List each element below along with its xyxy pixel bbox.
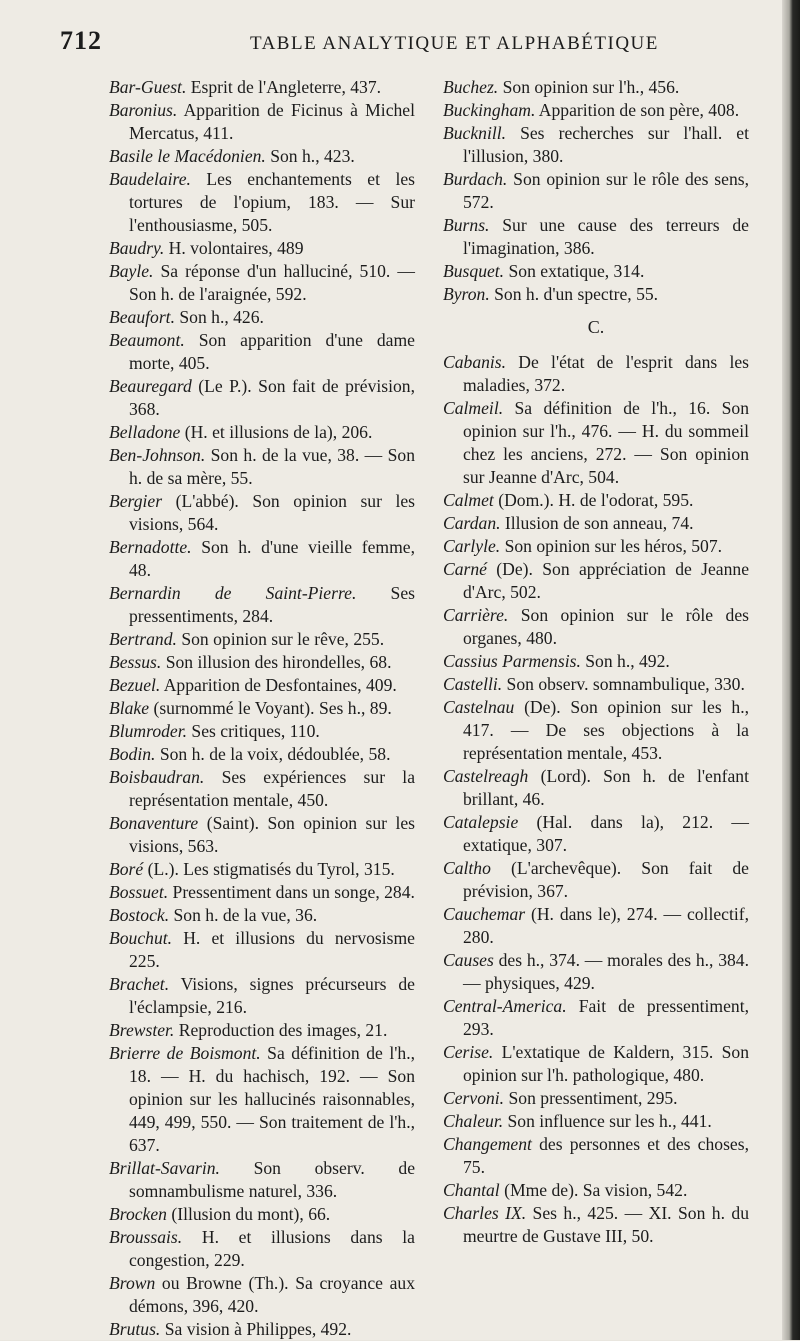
index-entry-text: Son h. d'une vieille femme, 48.	[129, 537, 415, 580]
index-entry	[109, 168, 415, 237]
index-entry-text: Son h. de la vue, 36.	[169, 905, 318, 925]
index-entry-text: (Mme de). Sa vision, 542.	[499, 1180, 688, 1200]
index-entry	[109, 421, 415, 444]
index-entry	[443, 397, 749, 489]
index-headword: Beaufort.	[109, 307, 175, 327]
index-entry-text: (De). Son opinion sur les h., 417. — De ses objections à la représentation mentale, 453.	[463, 697, 749, 763]
index-headword: Bodin.	[109, 744, 156, 764]
index-entry	[443, 903, 749, 949]
index-entry-text: Sa définition de l'h., 16. Son opinion sur l'h., 476. — H. du sommeil chez les anciens, 272. — Son opinion sur Jeanne d'Arc, 504.	[463, 398, 749, 487]
index-entry	[443, 650, 749, 673]
index-headword: Cassius Parmensis.	[443, 651, 581, 671]
index-entry-text: Son opinion sur les héros, 507.	[500, 536, 723, 556]
index-headword: Central-America.	[443, 996, 567, 1016]
index-headword: Cardan.	[443, 513, 501, 533]
index-entry	[109, 766, 415, 812]
index-entry-text: Son extatique, 314.	[504, 261, 645, 281]
index-entry-text: H. et illusions dans la congestion, 229.	[129, 1227, 415, 1270]
index-headword: Carrière.	[443, 605, 509, 625]
index-entry-text: Reproduction des images, 21.	[174, 1020, 388, 1040]
index-entry	[109, 651, 415, 674]
index-headword: Caltho	[443, 858, 491, 878]
index-headword: Bergier	[109, 491, 163, 511]
index-headword: Broussais.	[109, 1227, 183, 1247]
index-headword: Cerise.	[443, 1042, 494, 1062]
index-entry-text: Son apparition d'une dame morte, 405.	[129, 330, 415, 373]
index-headword: Calmet	[443, 490, 494, 510]
index-headword: Carné	[443, 559, 487, 579]
index-entry	[109, 927, 415, 973]
index-entry	[109, 329, 415, 375]
index-entry-text: (L.). Les stigmatisés du Tyrol, 315.	[143, 859, 395, 879]
index-entry-text: (Saint). Son opinion sur les visions, 563.	[129, 813, 415, 856]
section-letter: C.	[587, 317, 605, 337]
page-number: 712	[60, 26, 102, 55]
index-entry-text: des personnes et des choses, 75.	[463, 1134, 749, 1177]
index-entry-text: H. volontaires, 489	[164, 238, 304, 258]
index-headword: Carlyle.	[443, 536, 501, 556]
index-headword: Bayle.	[109, 261, 154, 281]
index-entry	[443, 1087, 749, 1110]
page-header	[60, 26, 760, 60]
index-entry	[109, 76, 415, 99]
index-headword: Boisbaudran.	[109, 767, 205, 787]
index-entry-text: (De). Son appréciation de Jeanne d'Arc, 502.	[463, 559, 749, 602]
index-headword: Bucknill.	[443, 123, 507, 143]
index-headword: Baudelaire.	[109, 169, 191, 189]
index-entry	[443, 535, 749, 558]
index-headword: Castelnau	[443, 697, 515, 717]
index-headword: Causes	[443, 950, 494, 970]
index-headword: Bonaventure	[109, 813, 199, 833]
index-entry-text: Ses critiques, 110.	[187, 721, 320, 741]
index-entry-text: Pressentiment dans un songe, 284.	[168, 882, 415, 902]
index-entry-text: Sur une cause des terreurs de l'imagination, 386.	[463, 215, 749, 258]
index-headword: Baronius.	[109, 100, 178, 120]
index-entry-text: Son h., 423.	[265, 146, 355, 166]
index-entry-text: Son opinion sur le rêve, 255.	[176, 629, 385, 649]
index-headword: Bouchut.	[109, 928, 173, 948]
index-entry-text: Ses recherches sur l'hall. et l'illusion, 380.	[463, 123, 749, 166]
index-entry	[109, 720, 415, 743]
index-entry	[109, 99, 415, 145]
index-headword: Castelli.	[443, 674, 503, 694]
index-entry-text: Ses h., 425. — XI. Son h. du meurtre de Gustave III, 50.	[463, 1203, 749, 1246]
index-headword: Brocken	[109, 1204, 167, 1224]
index-entry-text: Ses expériences sur la représentation mentale, 450.	[129, 767, 415, 810]
index-entry	[109, 628, 415, 651]
index-entry-text: De l'état de l'esprit dans les maladies, 372.	[463, 352, 749, 395]
index-entry-text: (L'archevêque). Son fait de prévision, 367.	[463, 858, 749, 901]
index-headword: Cervoni.	[443, 1088, 505, 1108]
index-entry-text: Apparition de son père, 408.	[535, 100, 740, 120]
index-headword: Blake	[109, 698, 150, 718]
index-headword: Brachet.	[109, 974, 170, 994]
index-entry-text: L'extatique de Kaldern, 315. Son opinion sur l'h. pathologique, 480.	[463, 1042, 749, 1085]
index-entry-text: Son h. de la voix, dédoublée, 58.	[155, 744, 391, 764]
index-entry	[443, 857, 749, 903]
index-entry	[443, 604, 749, 650]
index-entry-text: Son h., 426.	[174, 307, 264, 327]
index-headword: Cabanis.	[443, 352, 507, 372]
index-entry-text: Son h. de la vue, 38. — Son h. de sa mère, 55.	[129, 445, 415, 488]
index-entry	[109, 444, 415, 490]
index-headword: Brown	[109, 1273, 156, 1293]
index-headword: Chantal	[443, 1180, 500, 1200]
index-entry-text: Illusion de son anneau, 74.	[500, 513, 694, 533]
index-entry	[443, 949, 749, 995]
index-entry-text: Son h., 492.	[580, 651, 670, 671]
index-entry	[109, 1019, 415, 1042]
index-headword: Byron.	[443, 284, 490, 304]
index-entry-text: Son opinion sur l'h., 456.	[498, 77, 680, 97]
index-headword: Bernadotte.	[109, 537, 192, 557]
index-entry	[109, 1203, 415, 1226]
index-entry-text: Son pressentiment, 295.	[504, 1088, 678, 1108]
index-entry-text: (Illusion du mont), 66.	[166, 1204, 331, 1224]
index-entry-text: Son opinion sur le rôle des sens, 572.	[463, 169, 749, 212]
index-entry	[443, 351, 749, 397]
index-entry	[109, 375, 415, 421]
index-entry	[443, 696, 749, 765]
index-entry-text: Apparition de Ficinus à Michel Mercatus, 411.	[129, 100, 415, 143]
index-entry	[443, 1110, 749, 1133]
index-entry	[443, 1179, 749, 1202]
index-entry	[443, 214, 749, 260]
index-entry	[443, 765, 749, 811]
index-entry-text: Les enchantements et les tortures de l'opium, 183. — Sur l'enthousiasme, 505.	[129, 169, 415, 235]
index-entry-text: Son observ. somnambulique, 330.	[502, 674, 745, 694]
index-entry-text: (Le P.). Son fait de prévision, 368.	[129, 376, 415, 419]
index-entry	[443, 489, 749, 512]
index-entry-text: Sa définition de l'h., 18. — H. du hachisch, 192. — Son opinion sur les hallucinés raisonnables, 449, 499, 550. — Son traitement de l'h., 637.	[129, 1043, 415, 1155]
running-title: TABLE ANALYTIQUE ET ALPHABÉTIQUE	[250, 33, 659, 54]
index-headword: Ben-Johnson.	[109, 445, 206, 465]
index-entry-text: des h., 374. — morales des h., 384. — physiques, 429.	[463, 950, 749, 993]
index-headword: Bessus.	[109, 652, 162, 672]
index-entry-text: Son h. d'un spectre, 55.	[489, 284, 659, 304]
right-index-column	[443, 76, 749, 1248]
index-headword: Bertrand.	[109, 629, 177, 649]
index-headword: Bostock.	[109, 905, 170, 925]
left-index-column	[109, 76, 415, 1341]
index-headword: Brewster.	[109, 1020, 175, 1040]
index-group-b-continued	[443, 76, 749, 306]
index-headword: Changement	[443, 1134, 532, 1154]
index-entry	[109, 1226, 415, 1272]
index-headword: Blumroder.	[109, 721, 188, 741]
index-entry-text: ou Browne (Th.). Sa croyance aux démons, 396, 420.	[129, 1273, 415, 1316]
index-headword: Belladone	[109, 422, 181, 442]
index-headword: Bezuel.	[109, 675, 161, 695]
index-entry	[109, 881, 415, 904]
index-entry-text: Son illusion des hirondelles, 68.	[161, 652, 392, 672]
index-headword: Calmeil.	[443, 398, 504, 418]
index-entry-text: Ses pressentiments, 284.	[129, 583, 416, 626]
index-headword: Bar-Guest.	[109, 77, 187, 97]
index-entry-text: (surnommé le Voyant). Ses h., 89.	[149, 698, 392, 718]
index-entry	[443, 76, 749, 99]
index-entry	[109, 145, 415, 168]
index-headword: Castelreagh	[443, 766, 529, 786]
index-headword: Boré	[109, 859, 144, 879]
index-entry	[443, 1041, 749, 1087]
index-entry	[109, 858, 415, 881]
index-entry-text: Fait de pressentiment, 293.	[463, 996, 749, 1039]
index-entry	[109, 1272, 415, 1318]
index-entry-text: (H. et illusions de la), 206.	[180, 422, 373, 442]
index-entry	[109, 582, 415, 628]
index-entry	[109, 490, 415, 536]
index-entry	[443, 512, 749, 535]
index-entry	[109, 697, 415, 720]
index-headword: Brierre de Boismont.	[109, 1043, 261, 1063]
index-headword: Brutus.	[109, 1319, 161, 1339]
index-entry-text: (Hal. dans la), 212. — extatique, 307.	[463, 812, 749, 855]
index-headword: Buckingham.	[443, 100, 536, 120]
index-headword: Basile le Macédonien.	[109, 146, 266, 166]
index-entry	[443, 673, 749, 696]
index-entry	[109, 973, 415, 1019]
index-entry	[109, 743, 415, 766]
index-headword: Burns.	[443, 215, 490, 235]
index-entry-text: Apparition de Desfontaines, 409.	[160, 675, 397, 695]
index-headword: Catalepsie	[443, 812, 519, 832]
index-entry-text: H. et illusions du nervosisme 225.	[129, 928, 415, 971]
index-entry	[443, 260, 749, 283]
index-entry	[443, 1202, 749, 1248]
index-headword: Chaleur.	[443, 1111, 504, 1131]
index-entry	[109, 306, 415, 329]
index-entry	[109, 1157, 415, 1203]
index-headword: Buchez.	[443, 77, 499, 97]
index-headword: Brillat-Savarin.	[109, 1158, 220, 1178]
index-entry-text: (Lord). Son h. de l'enfant brillant, 46.	[463, 766, 749, 809]
index-entry	[109, 1042, 415, 1157]
index-entry	[443, 995, 749, 1041]
index-headword: Charles IX.	[443, 1203, 527, 1223]
index-entry	[443, 811, 749, 857]
index-entry	[443, 168, 749, 214]
index-headword: Baudry.	[109, 238, 165, 258]
index-entry	[443, 1133, 749, 1179]
index-headword: Beauregard	[109, 376, 192, 396]
index-entry	[443, 99, 749, 122]
index-headword: Beaumont.	[109, 330, 185, 350]
index-entry	[443, 558, 749, 604]
index-entry-text: Son opinion sur le rôle des organes, 480.	[463, 605, 749, 648]
index-entry-text: Esprit de l'Angleterre, 437.	[186, 77, 382, 97]
index-entry-text: (Dom.). H. de l'odorat, 595.	[493, 490, 694, 510]
index-entry-text: (L'abbé). Son opinion sur les visions, 564.	[129, 491, 415, 534]
book-edge-shadow	[782, 0, 800, 1340]
index-entry-text: Sa réponse d'un halluciné, 510. — Son h. de l'araignée, 592.	[129, 261, 415, 304]
index-entry-text: Son observ. de somnambulisme naturel, 336.	[129, 1158, 415, 1201]
index-headword: Bossuet.	[109, 882, 169, 902]
index-group-c	[443, 351, 749, 1248]
index-entry	[443, 283, 749, 306]
index-entry	[109, 812, 415, 858]
index-entry	[109, 536, 415, 582]
index-entry	[109, 1318, 415, 1341]
index-headword: Cauchemar	[443, 904, 526, 924]
index-headword: Busquet.	[443, 261, 505, 281]
index-entry	[443, 122, 749, 168]
index-headword: Burdach.	[443, 169, 508, 189]
index-entry	[109, 260, 415, 306]
index-entry-text: Visions, signes précurseurs de l'éclampsie, 216.	[129, 974, 415, 1017]
index-entry	[109, 904, 415, 927]
index-entry-text: Son influence sur les h., 441.	[503, 1111, 712, 1131]
index-entry-text: (H. dans le), 274. — collectif, 280.	[463, 904, 749, 947]
index-entry	[109, 237, 415, 260]
index-entry-text: Sa vision à Philippes, 492.	[160, 1319, 352, 1339]
index-entry	[109, 674, 415, 697]
index-headword: Bernardin de Saint-Pierre.	[109, 583, 357, 603]
